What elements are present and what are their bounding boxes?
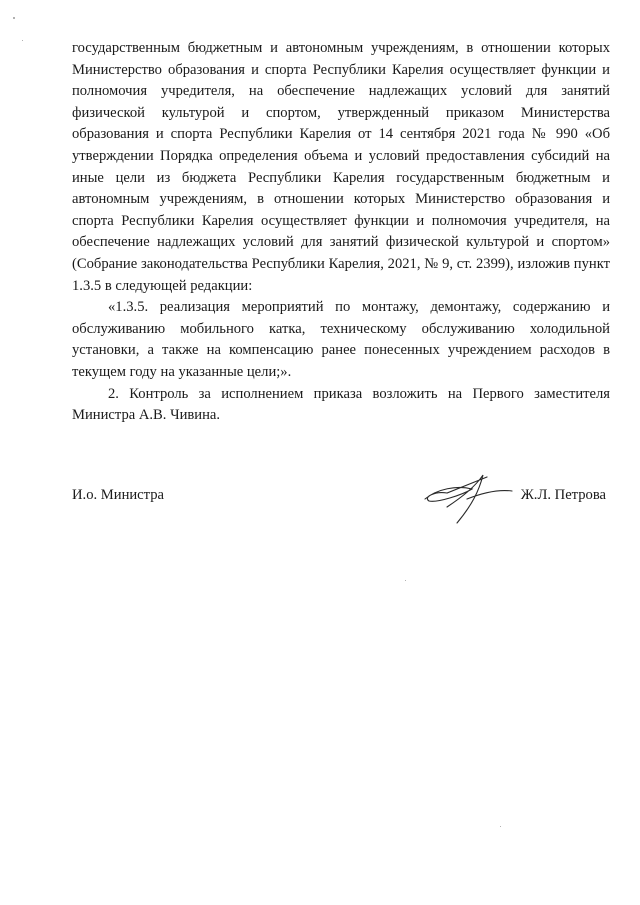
signature-block [72, 483, 610, 543]
scan-speck [405, 580, 406, 581]
scan-speck [22, 40, 23, 41]
signatory-name: Ж.Л. Петрова [520, 487, 606, 503]
signatory-title: И.о. Министра [72, 487, 164, 503]
handwritten-signature [417, 467, 527, 527]
scan-speck [500, 826, 501, 827]
paragraph-continuation: государственным бюджетным и автономным учреждениям, в отношении которых Министерство образования и спорта Республики Карелия осуществляет функции и полномочия учредителя, на обеспечение надлежащих условий для занятий физической культурой и спортом, утвержденный приказом Министерства образования и спорта Республики Карелия от 14 сентября 2021 года № 990 «Об утверждении Порядка определения объема и условий предоставления субсидий на иные цели из бюджета Республики Карелия государственным бюджетным и автономным учреждениям, в отношении которых Министерство образования и спорта Республики Карелия осуществляет функции и полномочия учредителя, на обеспечение надлежащих условий для занятий физической культурой и спортом» (Собрание законодательства Республики Карелия, 2021, № 9, ст. 2399), изложив пункт 1.3.5 в следующей редакции: [72, 40, 610, 294]
scan-speck [13, 17, 15, 19]
document-body [72, 38, 610, 427]
paragraph-item-2: 2. Контроль за исполнением приказа возложить на Первого заместителя Министра А.В. Чивина. [72, 385, 610, 424]
paragraph-quoted-item: «1.3.5. реализация мероприятий по монтажу, демонтажу, содержанию и обслуживанию мобильного катка, техническому обслуживанию холодильной установки, а также на компенсацию ранее понесенных учреждением расходов в текущем году на указанные цели;». [72, 299, 610, 380]
